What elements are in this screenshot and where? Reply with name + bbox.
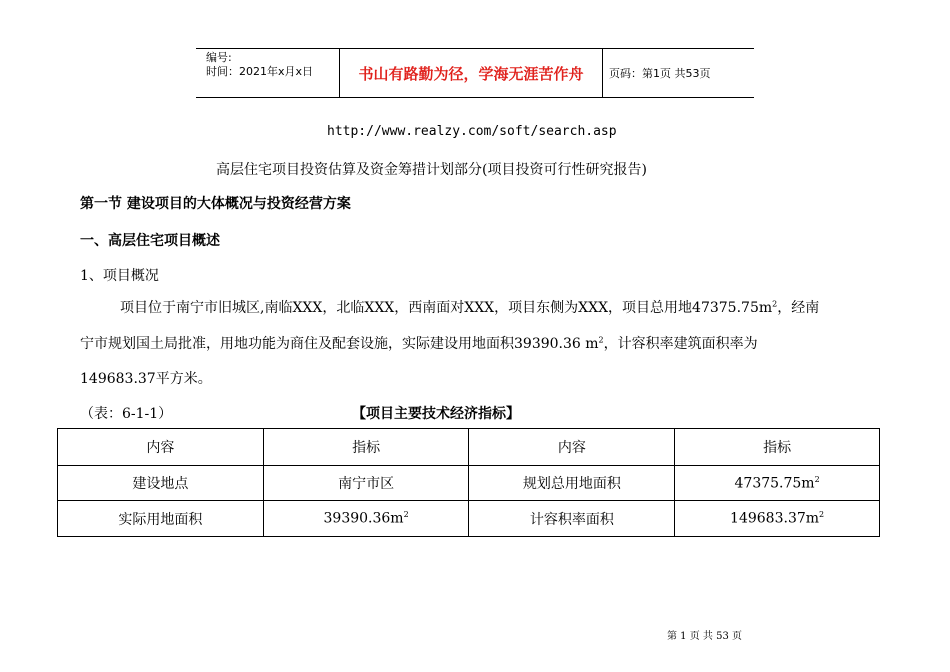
table-header-row: [58, 429, 880, 466]
page-footer: 第 1 页 共 53 页: [667, 631, 742, 642]
table-header-cell: 内容: [469, 429, 675, 466]
table-header-cell: 指标: [675, 429, 880, 466]
paragraph-line-1: [120, 297, 819, 317]
table-row: [58, 466, 880, 501]
cell-value: 47375.75m: [734, 475, 815, 492]
paragraph-text: ，计容积率建筑面积率为: [603, 336, 758, 352]
table-cell: [675, 466, 880, 501]
superscript: 2: [814, 474, 820, 484]
paragraph-text: ，经南: [777, 300, 820, 316]
document-title: 高层住宅项目投资估算及资金筹措计划部分(项目投资可行性研究报告): [216, 162, 647, 178]
superscript: 2: [819, 510, 825, 520]
header-page-label: 页码：第1页 共53页: [609, 67, 711, 80]
header-meta: [196, 49, 340, 97]
table-cell: 建设地点: [58, 466, 264, 501]
table-cell: 规划总用地面积: [469, 466, 675, 501]
superscript: 2: [403, 510, 409, 520]
table-header-cell: 指标: [263, 429, 469, 466]
table-cell: 实际用地面积: [58, 501, 264, 537]
table-header-cell: 内容: [58, 429, 264, 466]
table-cell: 南宁市区: [263, 466, 469, 501]
cell-value: 39390.36m: [323, 510, 404, 527]
header-motto: 书山有路勤为径，学海无涯苦作舟: [340, 49, 603, 97]
subsection-heading: 一、高层住宅项目概述: [80, 233, 220, 249]
table-cell: [675, 501, 880, 537]
paragraph-line-2: [80, 333, 758, 353]
section-heading: 第一节 建设项目的大体概况与投资经营方案: [80, 196, 351, 212]
item-heading: 1、项目概况: [80, 268, 159, 284]
indicator-table: [57, 428, 880, 537]
superscript: 2: [598, 335, 604, 345]
page-header: [196, 48, 754, 98]
number-label: 编号:: [206, 51, 232, 64]
date-label: 时间：2021年x月x日: [206, 65, 314, 78]
paragraph-text: 宁市规划国土局批准，用地功能为商住及配套设施，实际建设用地面积39390.36 m: [80, 336, 599, 352]
source-url[interactable]: http://www.realzy.com/soft/search.asp: [327, 124, 617, 139]
table-cell: [263, 501, 469, 537]
table-cell: 计容积率面积: [469, 501, 675, 537]
paragraph-line-3: 149683.37平方米。: [80, 371, 212, 387]
table-title: 【项目主要技术经济指标】: [352, 406, 520, 422]
cell-value: 149683.37m: [730, 510, 820, 527]
table-row: [58, 501, 880, 537]
superscript: 2: [772, 299, 778, 309]
table-label: （表：6-1-1）: [80, 406, 173, 422]
paragraph-text: 项目位于南宁市旧城区,南临XXX，北临XXX，西南面对XXX，项目东侧为XXX，项目总用地47375.75m: [120, 300, 773, 316]
